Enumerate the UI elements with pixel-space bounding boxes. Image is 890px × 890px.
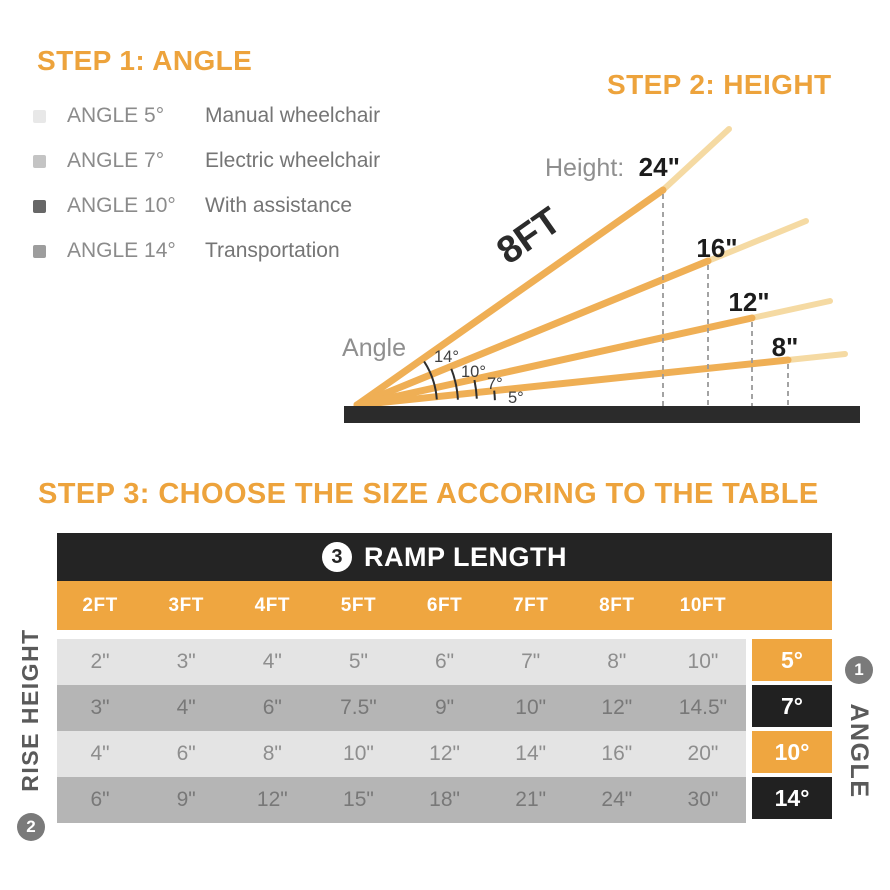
arc-label-14deg: 14° — [434, 348, 459, 366]
rise-height-cell: 6" — [262, 696, 282, 719]
arc-label-7deg: 7° — [487, 375, 503, 393]
angle-value-cell: 14° — [752, 777, 832, 819]
badge-1-icon: 1 — [845, 656, 873, 684]
rise-height-cell: 8" — [262, 742, 282, 765]
rise-height-cell: 14" — [515, 742, 547, 765]
table-header-label: RAMP LENGTH — [363, 541, 567, 572]
rise-height-cell: 14.5" — [678, 696, 728, 719]
column-header-cell: 6FT — [426, 594, 463, 616]
rise-height-cell: 3" — [90, 696, 110, 719]
rise-height-cell: 10" — [515, 696, 547, 719]
rise-height-cell: 6" — [90, 788, 110, 811]
legend-desc-label: Transportation — [205, 239, 340, 262]
ramp-length-label: 8FT — [489, 199, 569, 273]
table-header-row — [57, 533, 832, 581]
angle-cell-wrap — [752, 777, 832, 823]
height-caption — [545, 152, 680, 182]
table-row-cells — [57, 639, 746, 685]
rise-height-cell: 10" — [343, 742, 374, 765]
rise-height-cell: 12" — [429, 742, 460, 765]
angle-cell-wrap — [752, 731, 832, 777]
rise-height-cell: 4" — [262, 650, 282, 673]
angle-bullet-swatch — [33, 200, 46, 213]
rise-height-cell: 4" — [176, 696, 196, 719]
rise-height-cell: 4" — [90, 742, 110, 765]
angle-value-cell: 7° — [752, 685, 832, 727]
height-value-16in: 16" — [696, 233, 738, 263]
legend-item — [33, 239, 380, 263]
arc-label-5deg: 5° — [508, 389, 524, 407]
rise-height-cell: 21" — [515, 788, 547, 811]
table-row-cells — [57, 731, 746, 777]
legend-angle-label: ANGLE 14° — [67, 239, 176, 262]
rise-height-cell: 8" — [607, 650, 627, 673]
angle-value-cell: 10° — [752, 731, 832, 773]
table-columns-inner — [57, 581, 746, 630]
rise-height-axis-label: RISE HEIGHT — [17, 628, 43, 792]
rise-height-cell: 9" — [176, 788, 196, 811]
rise-height-cell: 30" — [687, 788, 719, 811]
rise-height-cell: 7.5" — [340, 696, 377, 719]
table-row-cells — [57, 777, 746, 823]
angle-value-cell: 5° — [752, 639, 832, 681]
rise-height-cell: 6" — [176, 742, 196, 765]
rise-height-cell: 7" — [521, 650, 541, 673]
column-header-cell: 4FT — [254, 594, 290, 616]
column-header-cell: 10FT — [679, 594, 727, 616]
table-row — [57, 639, 832, 685]
ramp-angle-diagram — [330, 100, 890, 440]
angle-bullet-swatch — [33, 110, 46, 123]
column-header-cell: 7FT — [513, 594, 549, 616]
table-row — [57, 685, 832, 731]
rise-height-cell: 3" — [176, 650, 196, 673]
height-caption-word: Height: — [545, 154, 625, 182]
arc-label-10deg: 10° — [461, 363, 486, 381]
rise-height-cell: 10" — [687, 650, 719, 673]
rise-height-cell: 20" — [687, 742, 719, 765]
ramp-size-table — [57, 533, 832, 823]
rise-height-cell: 9" — [434, 696, 455, 719]
rise-height-cell: 18" — [429, 788, 460, 811]
rise-height-cell: 12" — [601, 696, 633, 719]
table-body — [57, 639, 832, 823]
table-columns-row — [57, 581, 832, 630]
legend-angle-label: ANGLE 7° — [67, 149, 165, 172]
legend-desc-label: Electric wheelchair — [205, 149, 381, 172]
column-header-cell: 3FT — [168, 594, 204, 616]
table-row-cells — [57, 685, 746, 731]
legend-item — [33, 194, 380, 218]
rise-height-cell: 12" — [256, 788, 288, 811]
legend-desc-label: With assistance — [205, 194, 353, 217]
legend-item — [33, 104, 380, 128]
column-header-cell: 2FT — [82, 594, 118, 616]
legend-angle-label: ANGLE 10° — [67, 194, 176, 217]
step2-title: STEP 2: HEIGHT — [607, 69, 832, 100]
column-header-cell: 5FT — [340, 594, 377, 616]
table-gap — [57, 630, 832, 639]
height-value-24in: 24" — [638, 152, 680, 182]
badge-3-icon: 3 — [322, 542, 352, 572]
rise-height-cell: 5" — [348, 650, 368, 673]
angle-cell-wrap — [752, 639, 832, 685]
rise-height-cell: 15" — [343, 788, 374, 811]
table-row — [57, 731, 832, 777]
column-header-cell: 8FT — [599, 594, 635, 616]
ramp-line-5deg — [357, 360, 788, 405]
ground-bar — [344, 406, 860, 423]
table-row — [57, 777, 832, 823]
legend-angle-label: ANGLE 5° — [67, 104, 165, 127]
angle-bullet-swatch — [33, 155, 46, 168]
rise-height-cell: 16" — [601, 742, 633, 765]
legend-item — [33, 149, 380, 173]
height-value-8in: 8" — [771, 332, 799, 362]
rise-height-cell: 24" — [601, 788, 633, 811]
angle-word-label: Angle — [342, 334, 406, 362]
angle-bullet-swatch — [33, 245, 46, 258]
step1-legend — [33, 104, 380, 284]
badge-2-icon: 2 — [17, 813, 45, 841]
rise-height-cell: 6" — [434, 650, 455, 673]
rise-height-cell: 2" — [90, 650, 110, 673]
legend-desc-label: Manual wheelchair — [205, 104, 381, 127]
step1-title: STEP 1: ANGLE — [37, 45, 253, 76]
angle-cell-wrap — [752, 685, 832, 731]
step3-title: STEP 3: CHOOSE THE SIZE ACCORING TO THE TABLE — [38, 478, 819, 510]
height-value-12in: 12" — [728, 287, 770, 317]
columns-row-angle-spacer — [746, 581, 832, 630]
angle-axis-label: ANGLE — [845, 703, 873, 799]
